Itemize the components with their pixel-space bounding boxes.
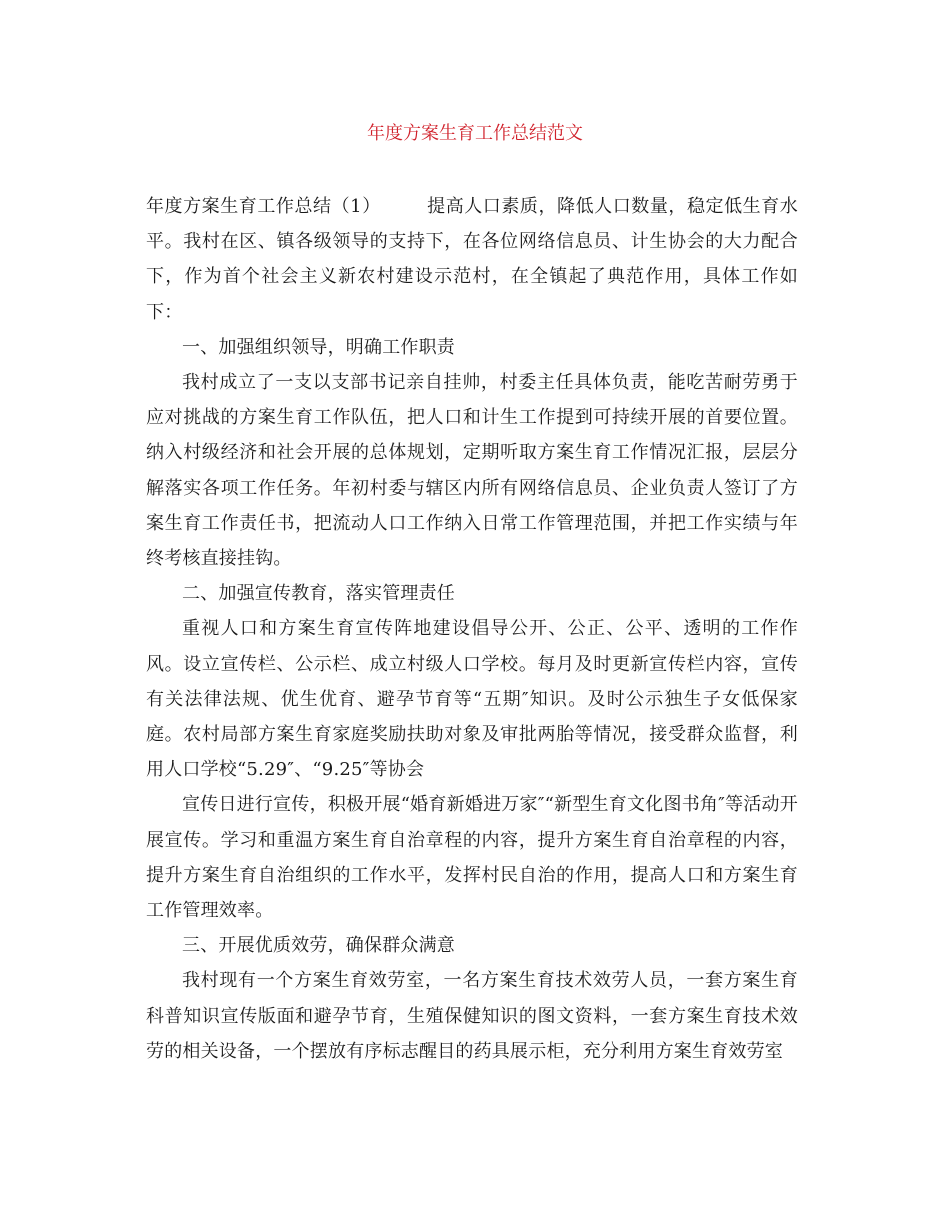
section1-heading: 一、加强组织领导，明确工作职责	[182, 336, 455, 358]
section1-paragraph: 我村成立了一支以支部书记亲自挂帅，村委主任具体负责，能吃苦耐劳勇于应对挑战的方案生育工作队伍，把人口和计生工作提到可持续开展的首要位置。纳入村级经济和社会开展的总体规划，定期听取方案生育工作情况汇报，层层分解落实各项工作任务。年初村委与辖区内所有网络信息员、企业负责人签订了方案生育工作责任书，把流动人口工作纳入日常工作管理范围，并把工作实绩与年终考核直接挂钩。	[146, 372, 798, 570]
document-title: 年度方案生育工作总结范文	[367, 123, 583, 144]
section3-paragraph: 我村现有一个方案生育效劳室，一名方案生育技术效劳人员，一套方案生育科普知识宣传版面和避孕节育，生殖保健知识的图文资料，一套方案生育技术效劳的相关设备，一个摆放有序标志醒目的药具展示柜，充分利用方案生育效劳室	[146, 970, 798, 1062]
section2-paragraph-1: 重视人口和方案生育宣传阵地建设倡导公开、公正、公平、透明的工作作风。设立宣传栏、公示栏、成立村级人口学校。每月及时更新宣传栏内容，宣传有关法律法规、优生优育、避孕节育等“五期″知识。及时公示独生子女低保家庭。农村局部方案生育家庭奖励扶助对象及审批两胎等情况，接受群众监督，利用人口学校“5.29″、“9.25″等协会	[146, 618, 798, 781]
section2-heading: 二、加强宣传教育，落实管理责任	[182, 583, 455, 605]
section2-paragraph-2: 宣传日进行宣传，积极开展“婚育新婚进万家″“新型生育文化图书角″等活动开展宣传。学习和重温方案生育自治章程的内容，提升方案生育自治章程的内容，提升方案生育自治组织的工作水平，发挥村民自治的作用，提高人口和方案生育工作管理效率。	[146, 794, 798, 922]
document-body	[146, 189, 798, 1069]
intro-text: 提高人口素质，降低人口数量，稳定低生育水平。我村在区、镇各级领导的支持下，在各位网络信息员、计生协会的大力配合下，作为首个社会主义新农村建设示范村，在全镇起了典范作用，具体工作如下：	[146, 196, 798, 323]
intro-paragraph	[146, 189, 798, 330]
section3-heading: 三、开展优质效劳，确保群众满意	[182, 935, 455, 957]
intro-heading: 年度方案生育工作总结（1）	[146, 196, 381, 217]
